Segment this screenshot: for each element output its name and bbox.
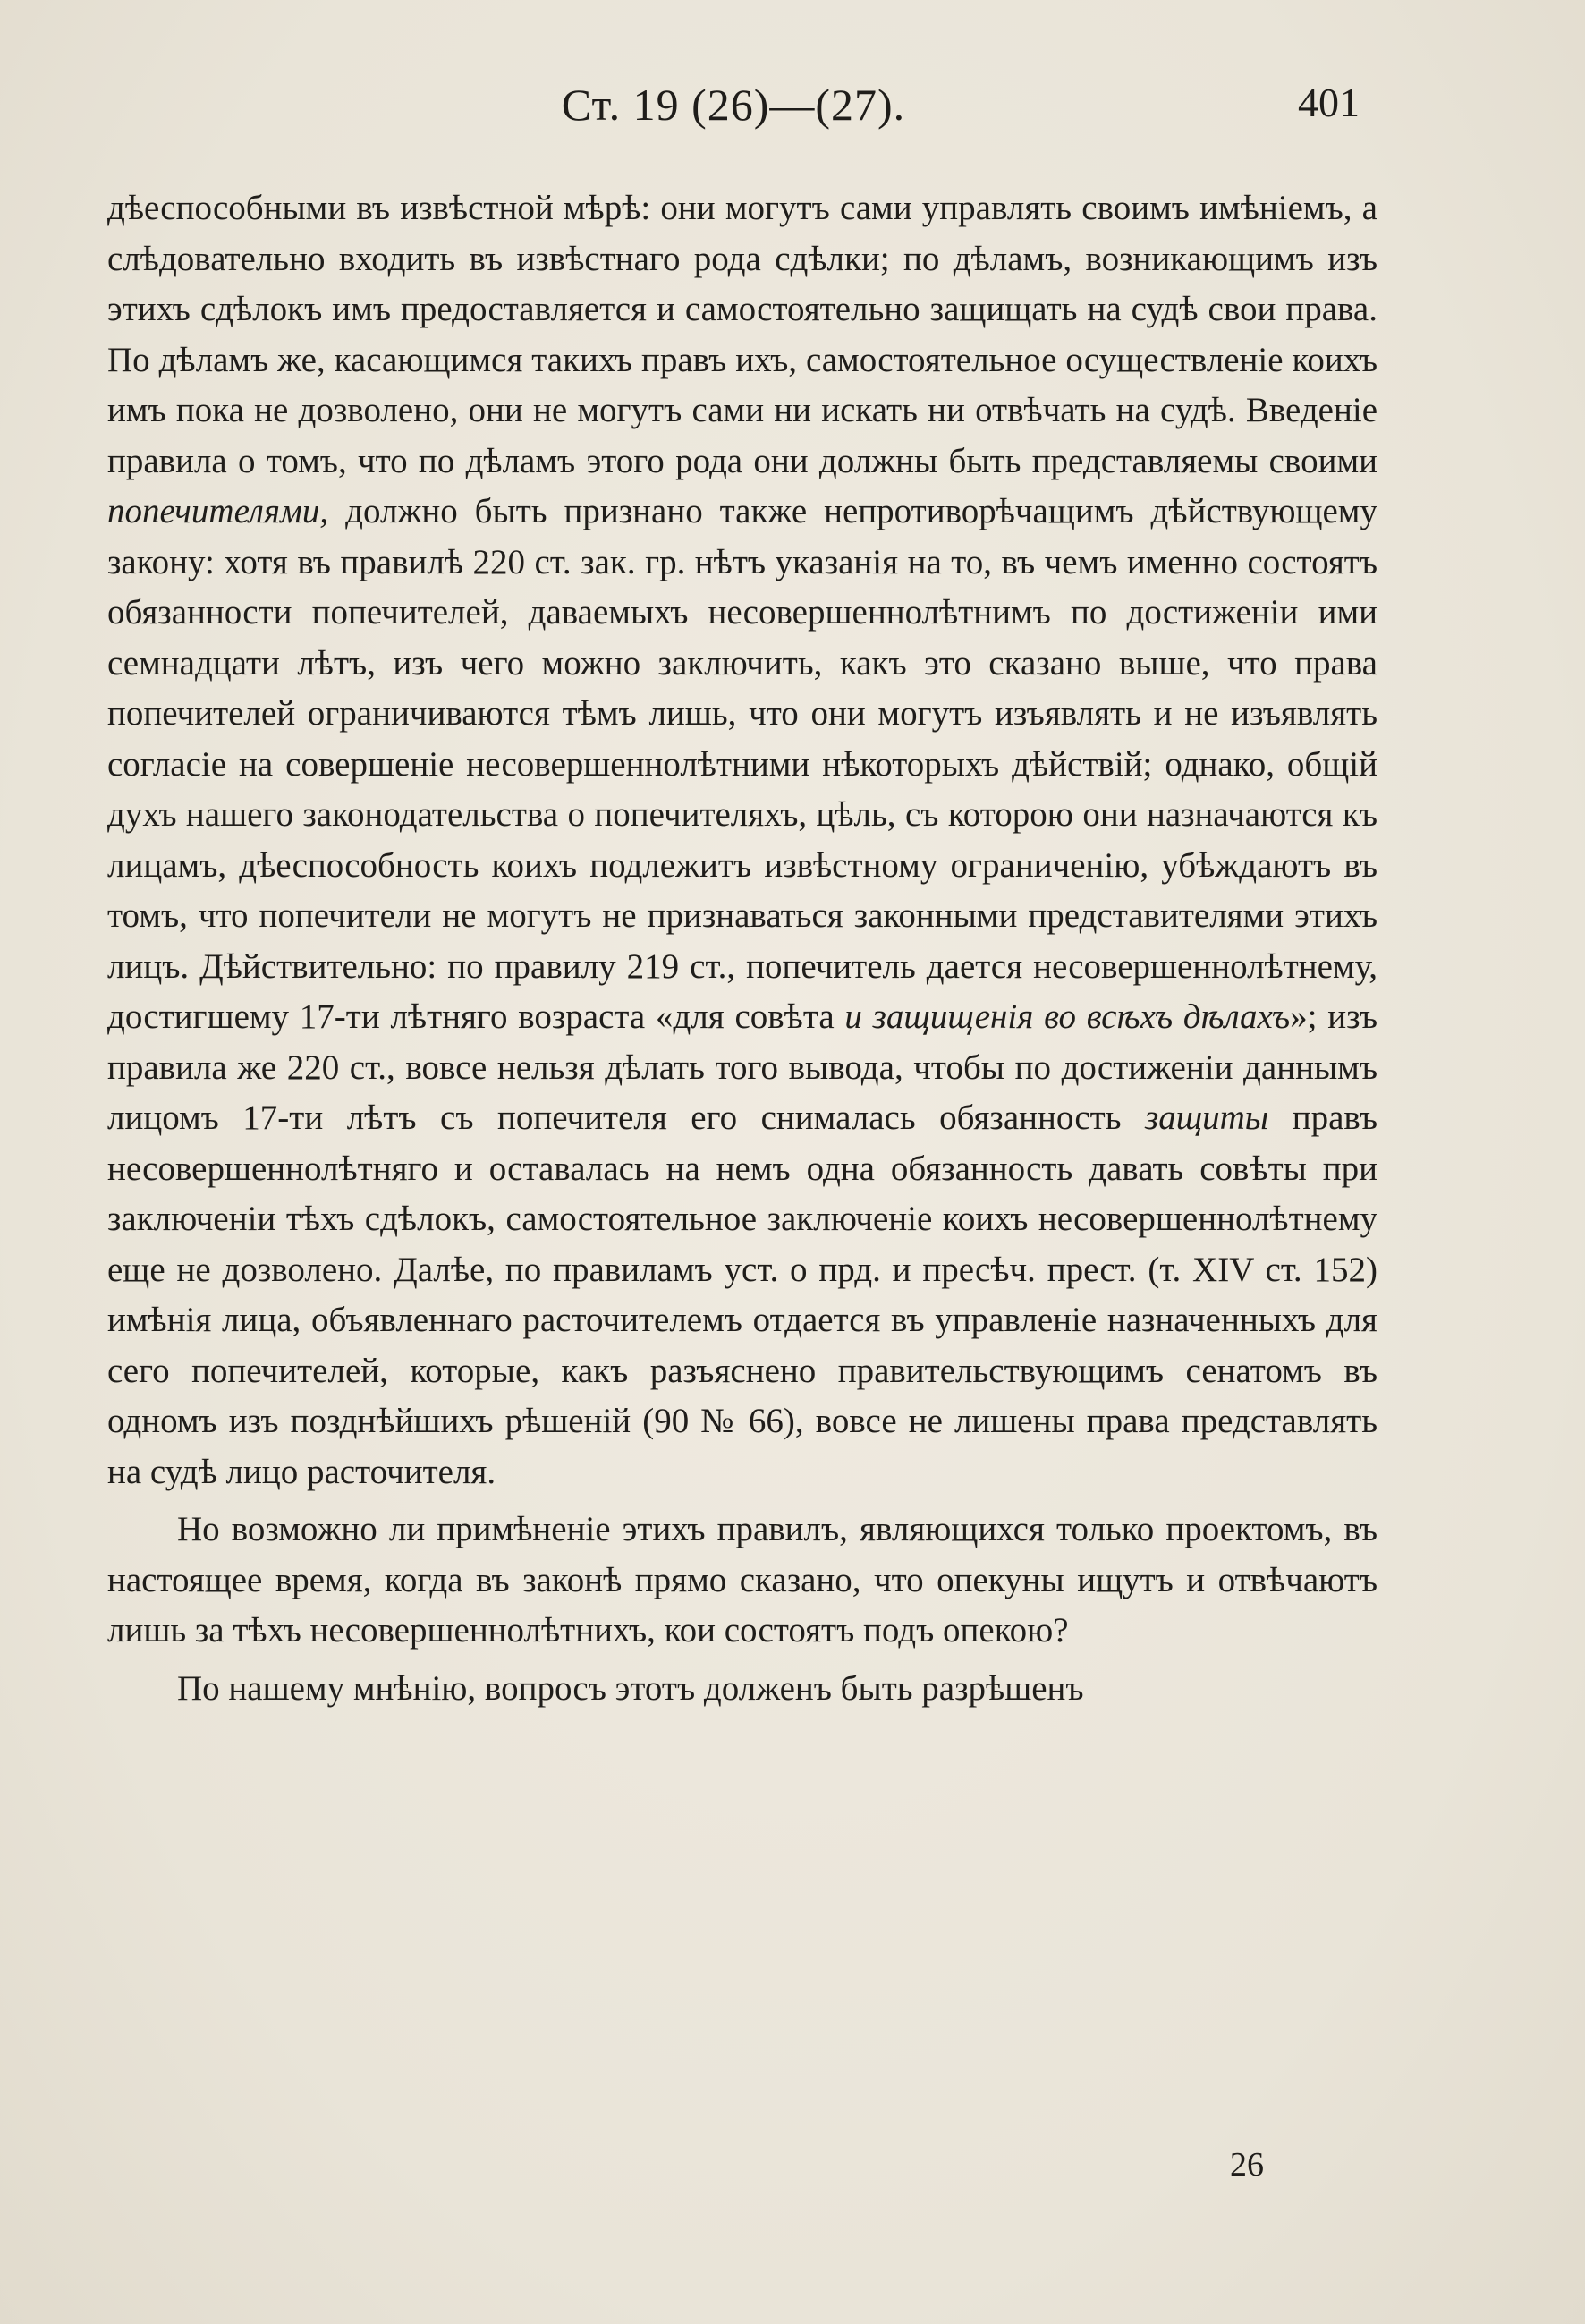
paragraph-1-part-c: »; изъ правила же 220 ст., вовсе нельзя дѣлать того вывода, чтобы по достиженіи даннымъ лицомъ 17-ти лѣтъ съ попечителя его снималась обязанность xyxy=(107,997,1377,1137)
page-number: 401 xyxy=(1298,80,1360,125)
page-header xyxy=(107,79,1360,132)
paragraph-1-part-a: дѣеспособными въ извѣстной мѣрѣ: они могутъ сами управлять своимъ имѣніемъ, а слѣдовательно входить въ извѣстнаго рода сдѣлки; по дѣламъ, возникающимъ изъ этихъ сдѣлокъ имъ предоставляется и самостоятельно защищать на судѣ свои права. По дѣламъ же, касающимся такихъ правъ ихъ, самостоятельное осуществленіе коихъ имъ пока не дозволено, они не могутъ сами ни искать ни отвѣчать на судѣ. Введеніе правила о томъ, что по дѣламъ этого рода они должны быть представляемы своими xyxy=(107,189,1377,480)
paragraph-1-part-b: должно быть признано также непротиворѣчащимъ дѣйствующему закону: хотя въ правилѣ 220 ст. зак. гр. нѣтъ указанія на то, въ чемъ именно состоятъ обязанности попечителей, даваемыхъ несовершеннолѣтнимъ по достиженіи ими семнадцати лѣтъ, изъ чего можно заключить, какъ это сказано выше, что права попечителей ограничиваются тѣмъ лишь, что они могутъ изъявлять и не изъявлять согласіе на совершеніе несовершеннолѣтними нѣкоторыхъ дѣйствій; однако, общій духъ нашего законодательства о попечителяхъ, цѣль, съ которою они назначаются къ лицамъ, дѣеспособность коихъ подлежитъ извѣстному ограниченію, убѣждаютъ въ томъ, что попечители не могутъ не признаваться законными представителями этихъ лицъ. Дѣйствительно: по правилу 219 ст., попечитель дается несовершеннолѣтнему, достигшему 17-ти лѣтняго возраста «для совѣта xyxy=(107,492,1377,1036)
italic-term-zashchity: защиты xyxy=(1144,1098,1269,1137)
italic-term-popechitelyami: попечителями, xyxy=(107,492,329,530)
paragraph-1-part-d: правъ несовершеннолѣтняго и оставалась на немъ одна обязанность давать совѣты при заключеніи тѣхъ сдѣлокъ, самостоятельное заключеніе коихъ несовершеннолѣтнему еще не дозволено. Далѣе, по правиламъ уст. о прд. и пресѣч. прест. (т. XIV ст. 152) имѣнія лица, объявленнаго расточителемъ отдается въ управленіе назначенныхъ для сего попечителей, которые, какъ разъяснено правительствующимъ сенатомъ въ одномъ изъ позднѣйшихъ рѣшеній (90 № 66), вовсе не лишены права представлять на судѣ лицо расточителя. xyxy=(107,1098,1377,1491)
signature-mark: 26 xyxy=(1230,2146,1264,2184)
body-text xyxy=(107,183,1377,1714)
paragraph-1 xyxy=(107,183,1377,1497)
paragraph-3: По нашему мнѣнію, вопросъ этотъ долженъ быть разрѣшенъ xyxy=(177,1668,1084,1708)
italic-quote-zashchishchenie: и защищенія во всѣхъ дѣлахъ xyxy=(844,997,1291,1036)
paragraph-2: Но возможно ли примѣненіе этихъ правилъ, являющихся только проектомъ, въ настоящее время, когда въ законѣ прямо сказано, что опекуны ищутъ и отвѣчаютъ лишь за тѣхъ несовершеннолѣтнихъ, кои состоятъ подъ опекою? xyxy=(107,1510,1377,1650)
running-head: Ст. 19 (26)—(27). xyxy=(561,80,906,130)
